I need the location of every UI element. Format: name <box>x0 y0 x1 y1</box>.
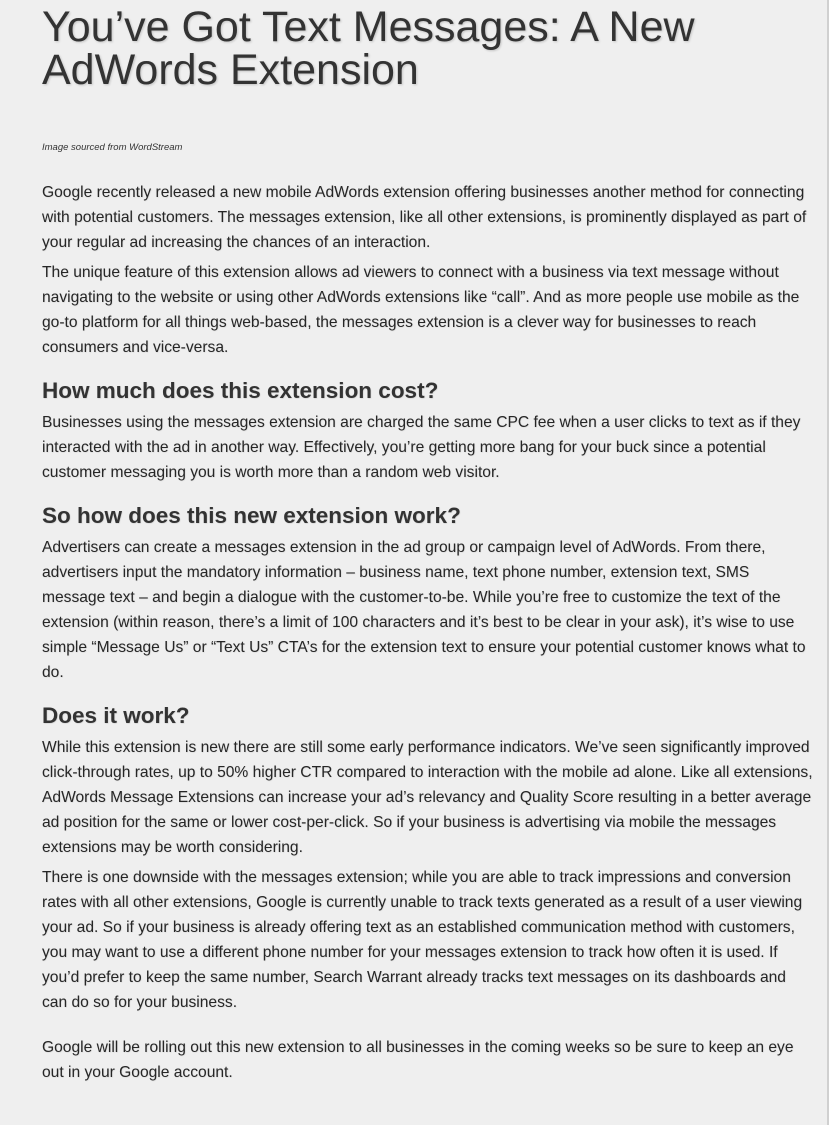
intro-paragraph-2: The unique feature of this extension allows ad viewers to connect with a business via text message without navigating to the website or using other AdWords extensions like “call”. And as more people use mobile as the go-to platform for all things web-based, the messages extension is a clever way for businesses to reach consumers and vice-versa. <box>42 264 800 356</box>
heading-how-it-works: So how does this new extension work? <box>42 503 461 528</box>
closing-paragraph: Google will be rolling out this new extension to all businesses in the coming weeks so be sure to keep an eye out in your Google account. <box>42 1039 794 1081</box>
heading-does-it-work: Does it work? <box>42 703 190 728</box>
intro-paragraph-1: Google recently released a new mobile AdWords extension offering businesses another method for connecting with potential customers. The messages extension, like all other extensions, is prominently displayed as part of your regular ad increasing the chances of an interaction. <box>42 184 807 251</box>
how-it-works-paragraph: Advertisers can create a messages extension in the ad group or campaign level of AdWords. From there, advertisers input the mandatory information – business name, text phone number, extension text, SMS message text – and begin a dialogue with the customer-to-be. While you’re free to customize the text of the extension (within reason, there’s a limit of 100 characters and it’s best to be clear in your ask), it’s wise to use simple “Message Us” or “Text Us” CTA’s for the extension text to ensure your potential customer knows what to do. <box>42 539 806 681</box>
article <box>42 0 814 1085</box>
does-it-work-paragraph-2: There is one downside with the messages extension; while you are able to track impressions and conversion rates with all other extensions, Google is currently unable to track texts generated as a result of a user viewing your ad. So if your business is already offering text as an established communication method with customers, you may want to use a different phone number for your messages extension to track how often it is used. If you’d prefer to keep the same number, Search Warrant already tracks text messages on its dashboards and can do so for your business. <box>42 869 803 1011</box>
cost-paragraph: Businesses using the messages extension are charged the same CPC fee when a user clicks to text as if they interacted with the ad in another way. Effectively, you’re getting more bang for your buck since a potential customer messaging you is worth more than a random web visitor. <box>42 414 801 481</box>
heading-cost: How much does this extension cost? <box>42 378 439 403</box>
article-title: You’ve Got Text Messages: A New AdWords Extension <box>42 3 695 94</box>
does-it-work-paragraph-1: While this extension is new there are still some early performance indicators. We’ve seen significantly improved click-through rates, up to 50% higher CTR compared to interaction with the mobile ad alone. Like all extensions, AdWords Message Extensions can increase your ad’s relevancy and Quality Score resulting in a better average ad position for the same or lower cost-per-click. So if your business is advertising via mobile the messages extensions may be worth considering. <box>42 739 813 856</box>
image-caption: Image sourced from WordStream <box>42 142 183 153</box>
